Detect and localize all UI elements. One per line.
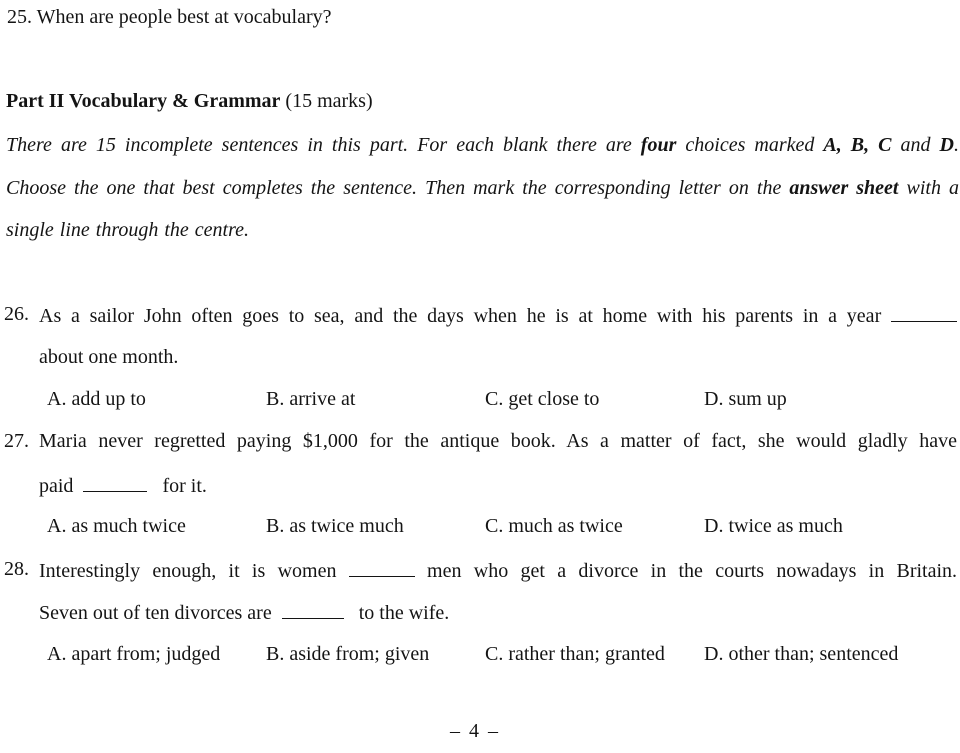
answer-blank <box>282 600 344 619</box>
instr-answer-sheet: answer sheet <box>789 176 899 199</box>
question-26-option-a: A. add up to <box>47 388 146 410</box>
instr-text-4: . Choose the one that best completes the sentence. Then mark the corresponding letter on the <box>6 134 959 199</box>
question-27-line-1: Maria never regretted paying $1,000 for the antique book. As a matter of fact, she would gladly have <box>39 430 957 452</box>
answer-blank <box>349 558 415 577</box>
question-26-text: As a sailor John often goes to sea, and the days when he is at home with his parents in a year <box>39 305 882 327</box>
section-heading <box>6 90 373 113</box>
instr-text-5: with a single line through the centre. <box>6 176 959 241</box>
answer-blank <box>891 303 957 322</box>
instr-four: four <box>640 134 677 156</box>
question-27-line-2 <box>39 473 207 498</box>
question-27-text-b: for it. <box>162 475 207 497</box>
question-28-line-2 <box>39 600 449 625</box>
instr-text-2: choices marked <box>676 134 824 156</box>
instr-letters: A, B, C <box>823 134 892 156</box>
question-28-text-a: Interestingly enough, it is women <box>39 560 337 582</box>
question-28-option-d: D. other than; sentenced <box>704 643 899 665</box>
question-26-line-2: about one month. <box>39 346 179 368</box>
question-26-option-c: C. get close to <box>485 388 600 410</box>
question-27-option-c: C. much as twice <box>485 515 623 537</box>
instr-letter-d: D <box>939 134 954 156</box>
section-marks: (15 marks) <box>285 90 373 112</box>
question-26-option-b: B. arrive at <box>266 388 356 410</box>
question-28-option-c: C. rather than; granted <box>485 643 665 665</box>
instr-text-1: There are 15 incomplete sentences in this part. For each blank there are <box>6 134 641 156</box>
question-27-option-d: D. twice as much <box>704 515 843 537</box>
question-28-option-a: A. apart from; judged <box>47 643 221 665</box>
question-26-line-1 <box>39 303 957 328</box>
answer-blank <box>83 473 147 492</box>
question-28-option-b: B. aside from; given <box>266 643 430 665</box>
question-26-option-d: D. sum up <box>704 388 787 410</box>
section-instructions <box>6 124 959 252</box>
question-27-number: 27. <box>4 430 29 452</box>
question-28-text-c: Seven out of ten divorces are <box>39 602 272 624</box>
question-27-option-a: A. as much twice <box>47 515 186 537</box>
question-27-text-a: paid <box>39 475 74 497</box>
section-title: Part II Vocabulary & Grammar <box>6 90 281 112</box>
question-26-number: 26. <box>4 303 29 325</box>
question-27-option-b: B. as twice much <box>266 515 404 537</box>
question-28-text-d: to the wife. <box>358 602 450 624</box>
question-28-line-1 <box>39 558 957 583</box>
instr-text-3: and <box>891 134 940 156</box>
page-number: – 4 – <box>450 720 500 742</box>
question-28-text-b: men who get a divorce in the courts nowadays in Britain. <box>427 560 958 582</box>
question-25: 25. When are people best at vocabulary? <box>7 6 332 28</box>
question-28-number: 28. <box>4 558 29 580</box>
